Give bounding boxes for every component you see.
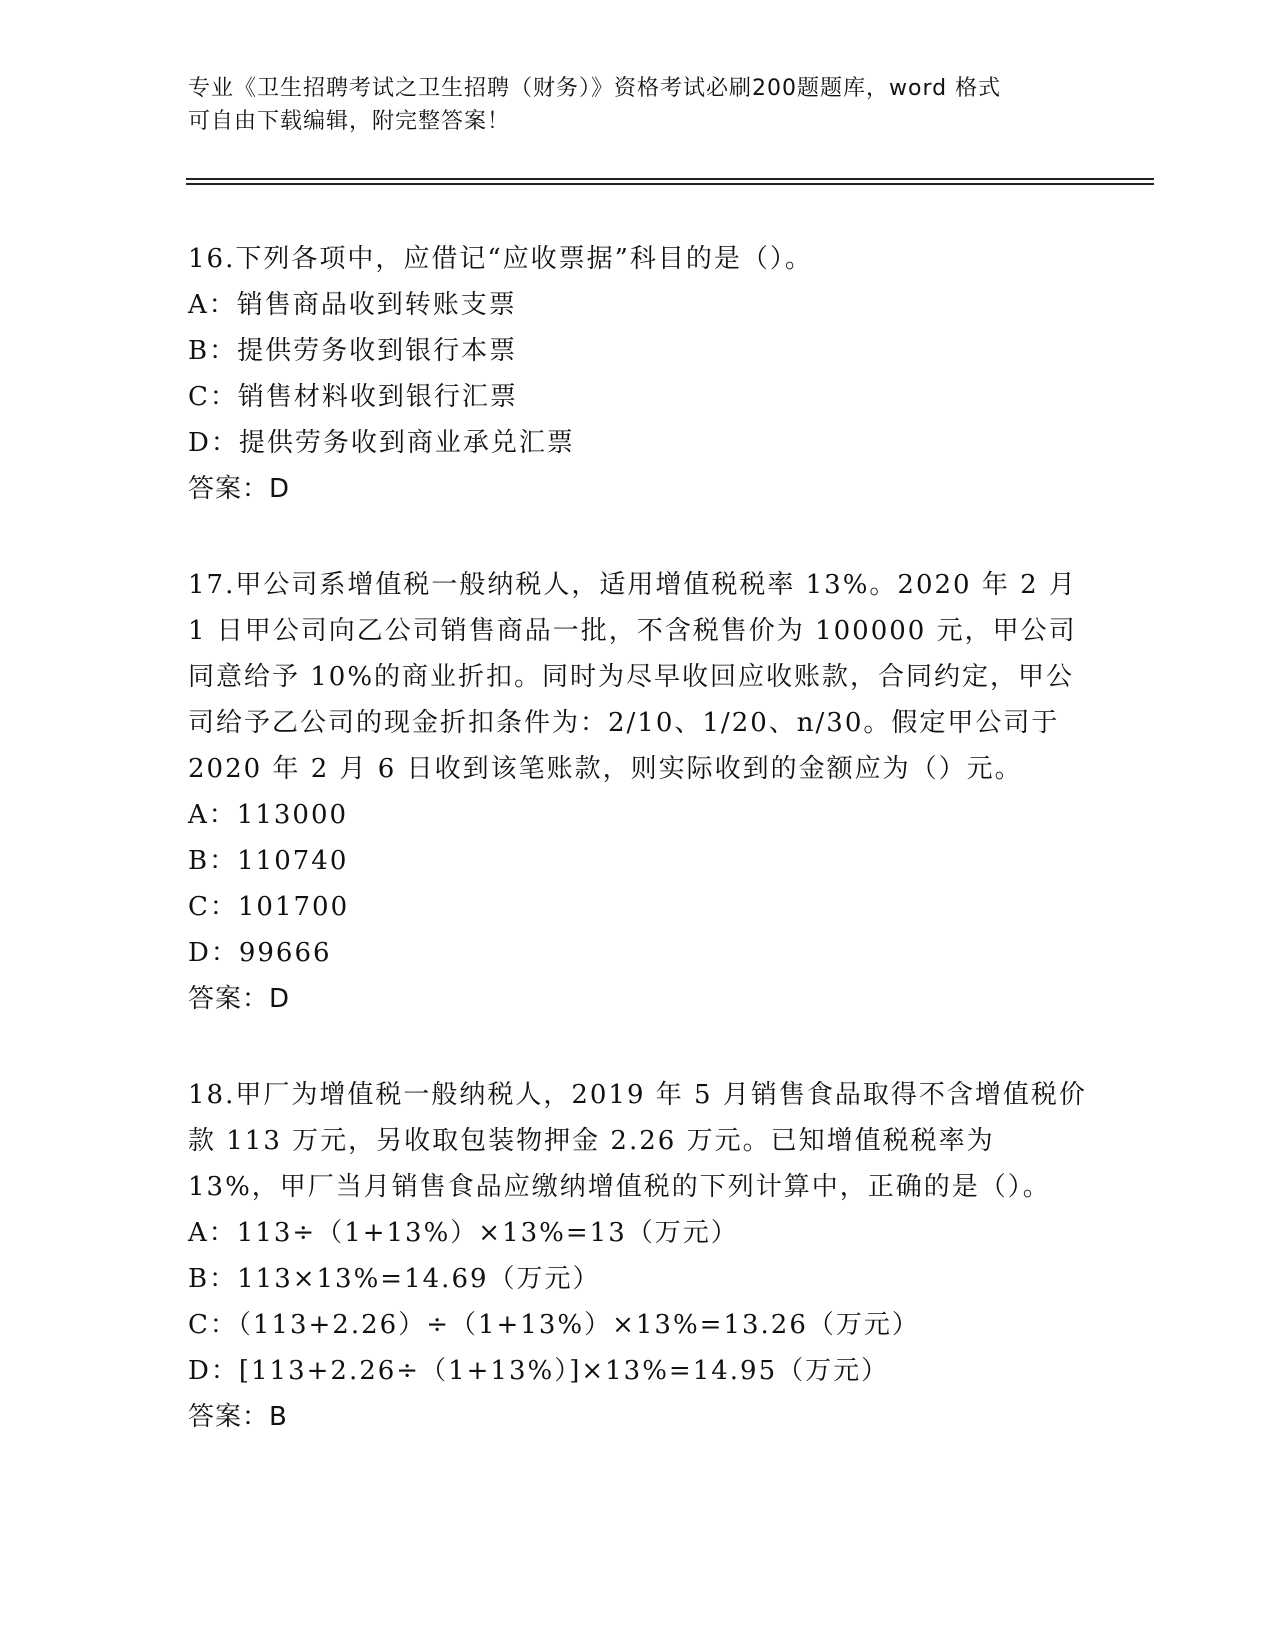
question-list <box>188 236 1088 1490</box>
option-c: C：销售材料收到银行汇票 <box>188 382 518 412</box>
option-c: C：101700 <box>188 892 350 922</box>
question-stem: 18.甲厂为增值税一般纳税人，2019 年 5 月销售食品取得不含增值税价款 113 万元，另收取包装物押金 2.26 万元。已知增值税税率为 13%，甲厂当月销售食品应缴纳增值税的下列计算中，正确的是（）。 <box>188 1080 1087 1202</box>
document-header <box>188 72 1088 138</box>
question-stem: 16.下列各项中，应借记“应收票据”科目的是（）。 <box>188 244 813 274</box>
question-stem: 17.甲公司系增值税一般纳税人，适用增值税税率 13%。2020 年 2 月 1 日甲公司向乙公司销售商品一批，不含税售价为 100000 元，甲公司同意给予 10%的商业折扣。同时为尽早收回应收账款，合同约定，甲公司给予乙公司的现金折扣条件为：2/10、1/20、n/30。假定甲公司于 2020 年 2 月 6 日收到该笔账款，则实际收到的金额应为（）元。 <box>188 570 1077 784</box>
option-b: B：113×13%=14.69（万元） <box>188 1264 601 1294</box>
answer: 答案：B <box>188 1402 288 1432</box>
option-d: D：99666 <box>188 938 332 968</box>
option-c: C：（113+2.26）÷（1+13%）×13%=13.26（万元） <box>188 1310 920 1340</box>
question-16 <box>188 236 1088 512</box>
option-a: A：销售商品收到转账支票 <box>188 290 517 320</box>
header-divider-bottom <box>186 183 1154 185</box>
header-divider-top <box>186 178 1154 180</box>
option-b: B：110740 <box>188 846 349 876</box>
option-b: B：提供劳务收到银行本票 <box>188 336 518 366</box>
answer: 答案：D <box>188 984 291 1014</box>
option-a: A：113000 <box>188 800 349 830</box>
header-line-1: 专业《卫生招聘考试之卫生招聘（财务）》资格考试必刷200题题库，word 格式 <box>188 76 1002 101</box>
answer: 答案：D <box>188 474 291 504</box>
option-d: D：提供劳务收到商业承兑汇票 <box>188 428 575 458</box>
question-17 <box>188 562 1088 1022</box>
question-18 <box>188 1072 1088 1440</box>
header-line-2: 可自由下载编辑，附完整答案！ <box>188 109 511 134</box>
option-d: D：[113+2.26÷（1+13%）]×13%=14.95（万元） <box>188 1356 890 1386</box>
option-a: A：113÷（1+13%）×13%=13（万元） <box>188 1218 739 1248</box>
